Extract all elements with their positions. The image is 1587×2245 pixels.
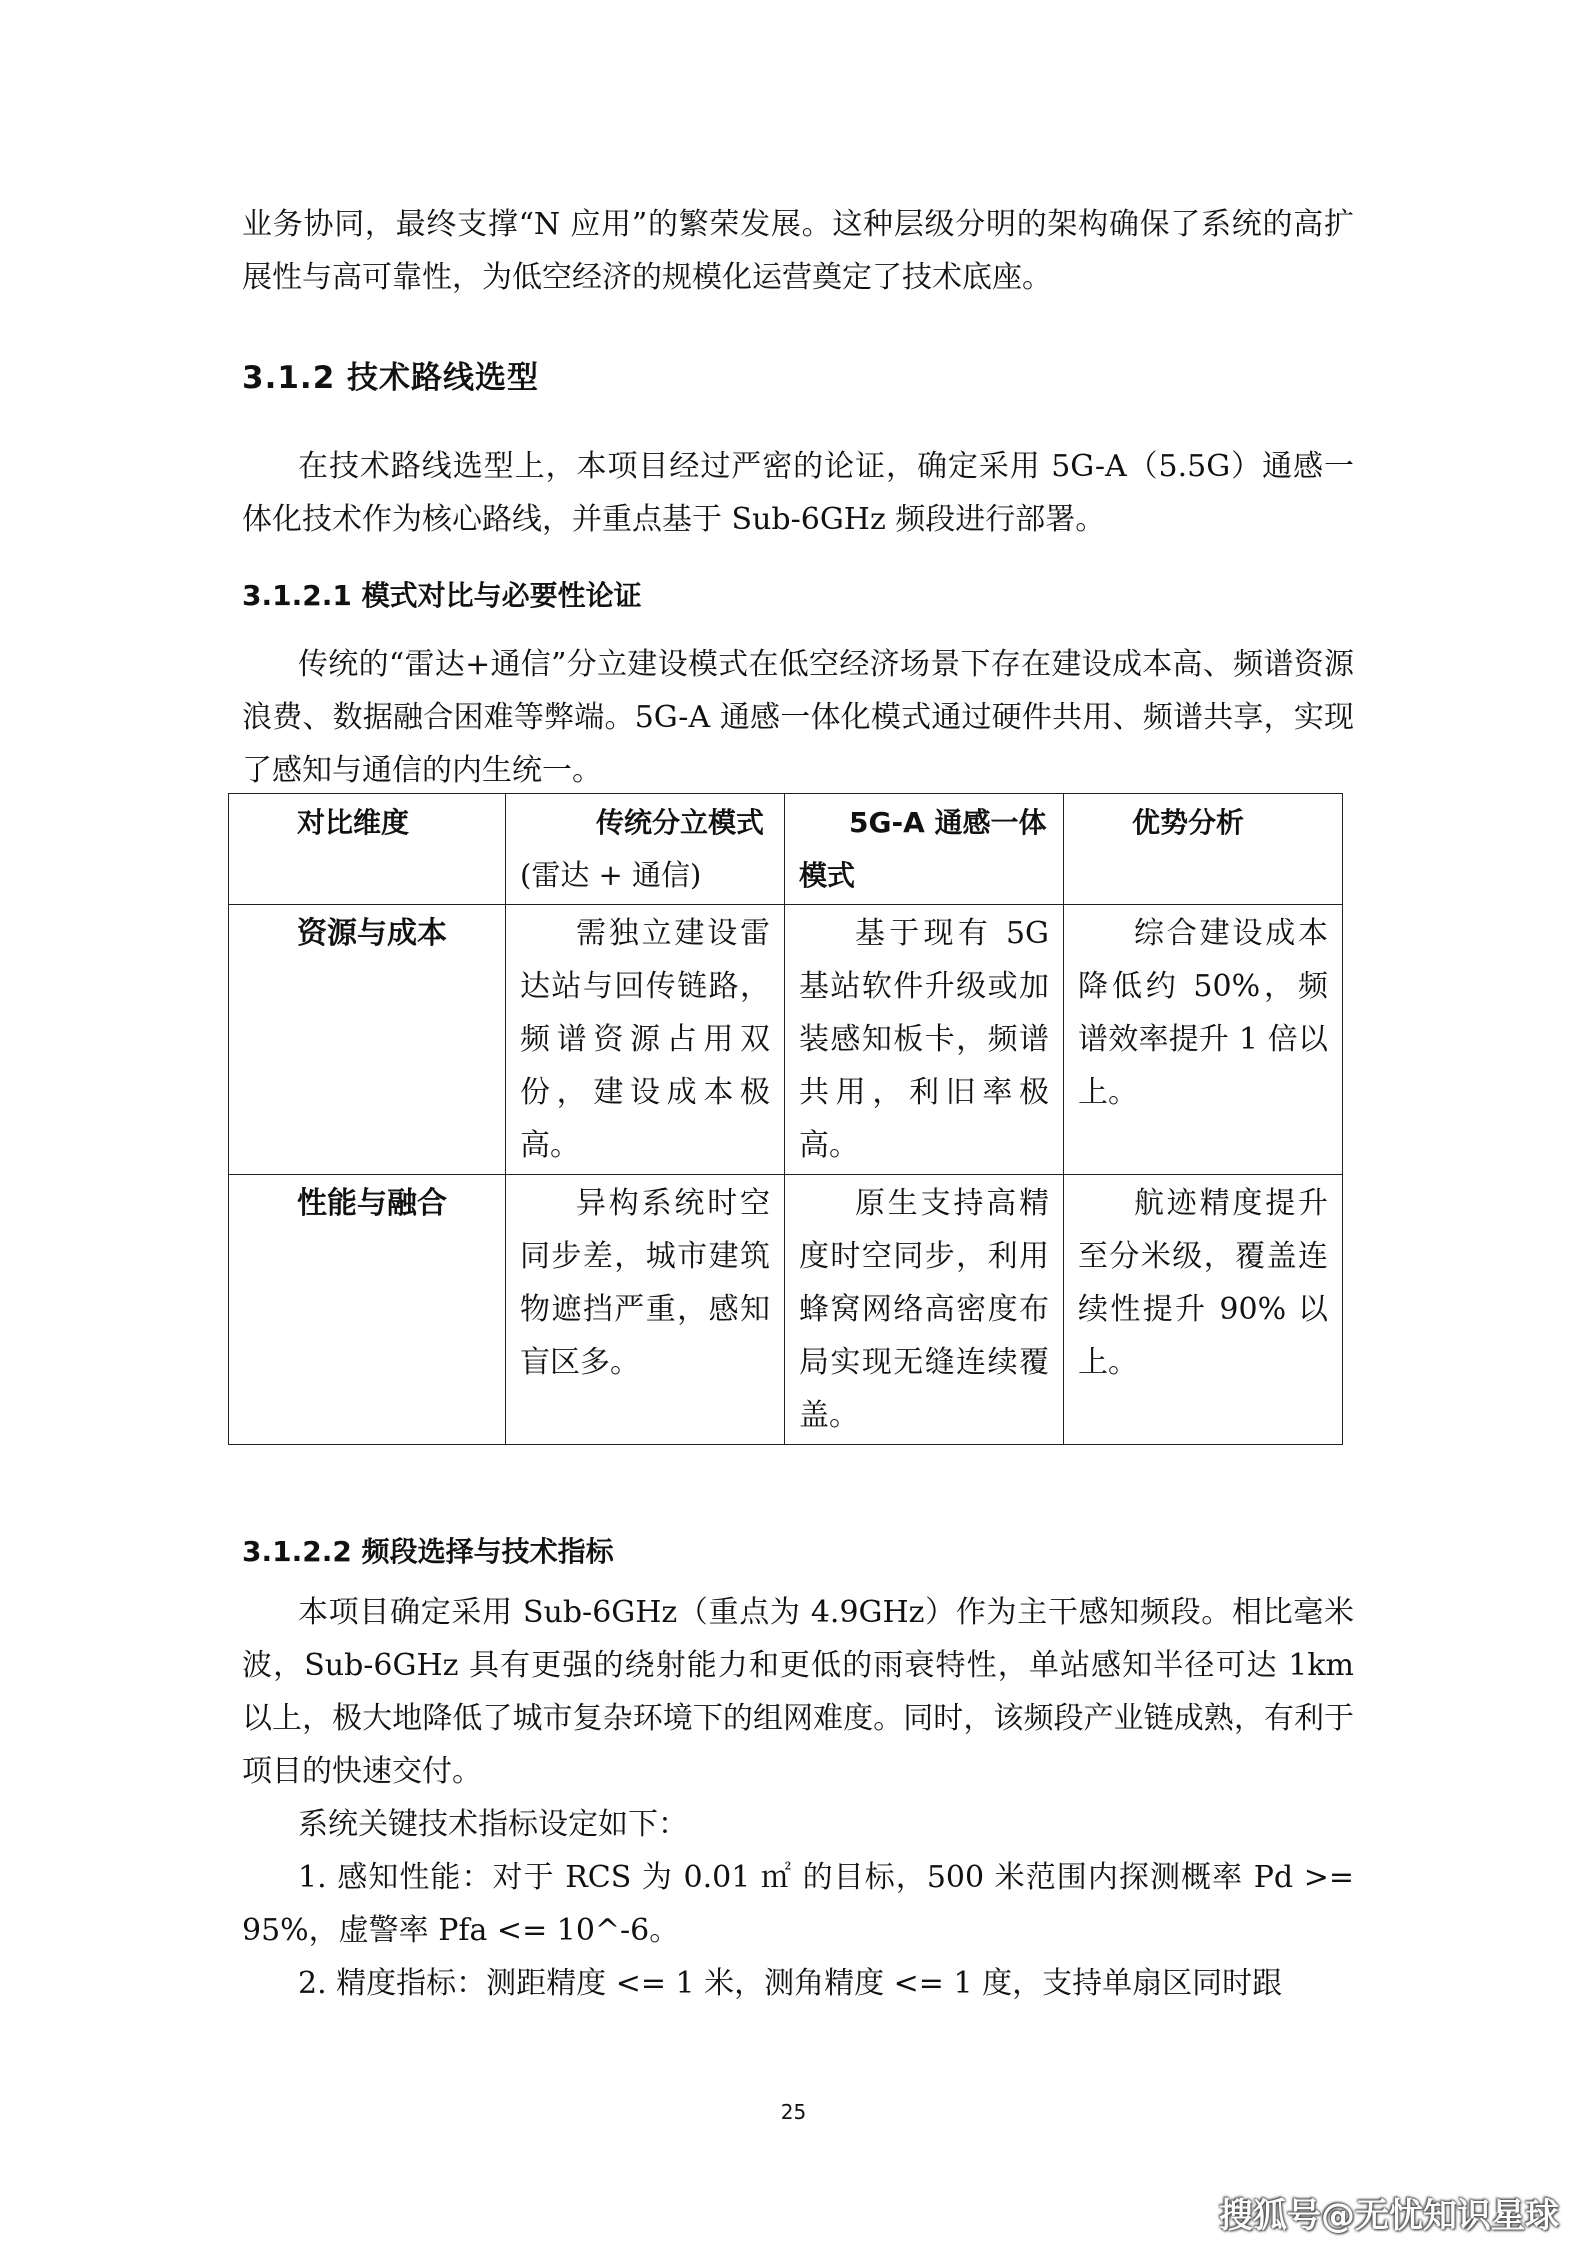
section-3-1-2-paragraph: 在技术路线选型上，本项目经过严密的论证，确定采用 5G-A（5.5G）通感一体化技术作为核心路线，并重点基于 Sub-6GHz 频段进行部署。 — [242, 449, 1354, 537]
intro-paragraph: 业务协同，最终支撑“N 应用”的繁荣发展。这种层级分明的架构确保了系统的高扩展性与高可靠性，为低空经济的规模化运营奠定了技术底座。 — [242, 207, 1354, 295]
header-integrated-line1: 5G-A 通感一体 — [849, 806, 1047, 839]
row-integrated: 原生支持高精度时空同步，利用蜂窝网络高密度布局实现无缝连续覆盖。 — [785, 1175, 1064, 1445]
indicators-intro: 系统关键技术指标设定如下： — [298, 1807, 688, 1842]
row-dimension: 资源与成本 — [229, 905, 506, 1175]
row-dimension: 性能与融合 — [229, 1175, 506, 1445]
table-row — [229, 905, 1343, 1175]
table-row — [229, 1175, 1343, 1445]
indicator-item-2: 2. 精度指标：测距精度 <= 1 米，测角精度 <= 1 度，支持单扇区同时跟 — [298, 1966, 1283, 2001]
row-traditional: 需独立建设雷达站与回传链路，频谱资源占用双份，建设成本极高。 — [506, 905, 785, 1175]
header-traditional — [506, 794, 785, 905]
page-number: 25 — [780, 2100, 807, 2124]
row-integrated: 基于现有 5G 基站软件升级或加装感知板卡，频谱共用，利旧率极高。 — [785, 905, 1064, 1175]
table-header-row — [229, 794, 1343, 905]
section-3-1-2-1-heading: 3.1.2.1 模式对比与必要性论证 — [242, 579, 642, 612]
header-traditional-line1: 传统分立模式 — [595, 806, 764, 839]
section-3-1-2-heading: 3.1.2 技术路线选型 — [242, 360, 540, 396]
header-dimension: 对比维度 — [229, 794, 506, 905]
row-traditional: 异构系统时空同步差，城市建筑物遮挡严重，感知盲区多。 — [506, 1175, 785, 1445]
comparison-table — [228, 793, 1343, 1445]
indicator-item-1: 1. 感知性能：对于 RCS 为 0.01 ㎡ 的目标，500 米范围内探测概率 Pd >= 95%，虚警率 Pfa <= 10^-6。 — [242, 1860, 1354, 1948]
header-integrated — [785, 794, 1064, 905]
section-3-1-2-2-heading: 3.1.2.2 频段选择与技术指标 — [242, 1535, 614, 1568]
watermark: 搜狐号@无忧知识星球 — [1219, 2196, 1559, 2236]
header-advantage: 优势分析 — [1064, 794, 1343, 905]
header-integrated-line2: 模式 — [799, 859, 856, 892]
section-3-1-2-2-paragraph: 本项目确定采用 Sub-6GHz（重点为 4.9GHz）作为主干感知频段。相比毫米波，Sub-6GHz 具有更强的绕射能力和更低的雨衰特性，单站感知半径可达 1km 以上，极大地降低了城市复杂环境下的组网难度。同时，该频段产业链成熟，有利于项目的快速交付。 — [242, 1595, 1354, 1789]
header-traditional-line2: (雷达 + 通信) — [520, 858, 702, 892]
section-3-1-2-1-paragraph: 传统的“雷达+通信”分立建设模式在低空经济场景下存在建设成本高、频谱资源浪费、数据融合困难等弊端。5G-A 通感一体化模式通过硬件共用、频谱共享，实现了感知与通信的内生统一。 — [242, 647, 1354, 788]
row-advantage: 航迹精度提升至分米级，覆盖连续性提升 90% 以上。 — [1064, 1175, 1343, 1445]
row-advantage: 综合建设成本降低约 50%，频谱效率提升 1 倍以上。 — [1064, 905, 1343, 1175]
